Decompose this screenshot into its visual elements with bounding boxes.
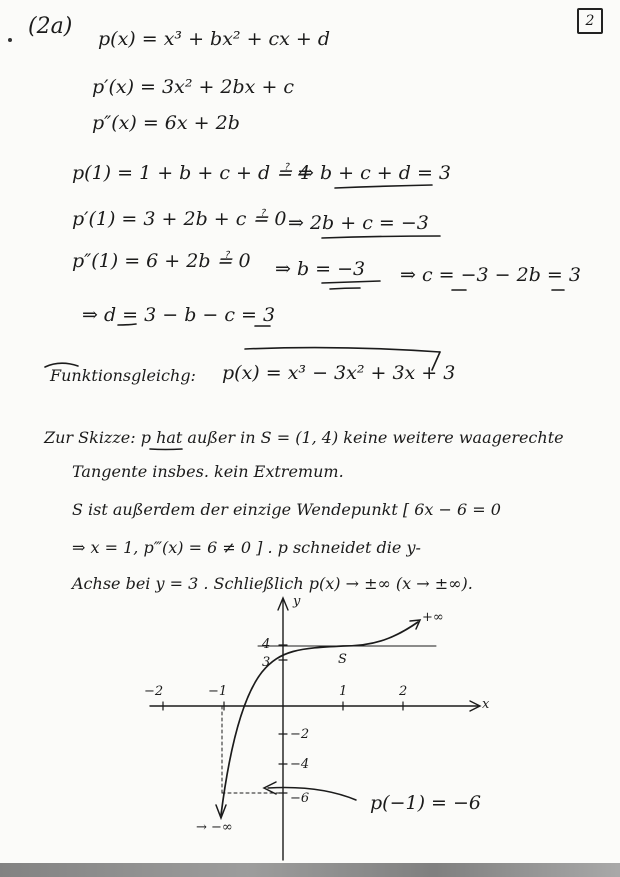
condition-1-rhs: ⇒ b + c + d = 3 <box>298 162 452 184</box>
polynomial-definition: p(x) = x³ + bx² + cx + d <box>98 28 331 50</box>
x-tick-label-2: 2 <box>399 684 408 699</box>
y-tick-label-neg4: −4 <box>290 757 310 772</box>
x-tick-label-neg2: −2 <box>144 684 164 699</box>
condition-3-mid: ⇒ b = −3 <box>275 258 366 280</box>
plus-infinity-label: +∞ <box>422 610 444 625</box>
function-label: Funktionsgleichg: <box>50 366 196 385</box>
condition-2-lhs: p′(1) = 3 + 2b + c ≟ 0 <box>72 208 287 230</box>
function-curve <box>221 622 418 815</box>
d-result: ⇒ d = 3 − b − c = 3 <box>82 304 276 326</box>
sketch-line-1: Zur Skizze: p hat außer in S = (1, 4) keine weitere waagerechte <box>44 428 564 447</box>
function-result: p(x) = x³ − 3x² + 3x + 3 <box>222 362 456 384</box>
y-tick-label-3: 3 <box>262 655 271 670</box>
condition-3-rhs: ⇒ c = −3 − 2b = 3 <box>400 264 581 286</box>
sketch-line-3: S ist außerdem der einzige Wendepunkt [ 6x − 6 = 0 <box>72 500 501 519</box>
y-tick-label-4: 4 <box>262 637 271 652</box>
page-number: 2 <box>577 8 603 34</box>
x-axis-label: x <box>482 697 490 712</box>
sketch-line-5: Achse bei y = 3 . Schließlich p(x) → ±∞ (x → ±∞). <box>72 574 473 593</box>
y-tick-label-neg6: −6 <box>290 791 310 806</box>
condition-3-lhs: p″(1) = 6 + 2b ≟ 0 <box>72 250 251 272</box>
point-s-label: S <box>338 652 347 667</box>
y-axis-label: y <box>293 594 301 609</box>
x-tick-label-neg1: −1 <box>208 684 228 699</box>
sketch-line-4: ⇒ x = 1, p‴(x) = 6 ≠ 0 ] . p schneidet die y- <box>72 538 421 557</box>
first-derivative: p′(x) = 3x² + 2bx + c <box>92 76 295 98</box>
condition-1-lhs: p(1) = 1 + b + c + d ≟ 4 <box>72 162 311 184</box>
section-label: (2a) <box>28 14 73 39</box>
x-tick-label-1: 1 <box>339 684 348 699</box>
scan-edge <box>0 863 620 877</box>
minus-infinity-label: → −∞ <box>196 820 233 835</box>
sketch-line-2: Tangente insbes. kein Extremum. <box>72 462 344 481</box>
annotation-arrow <box>268 788 356 801</box>
second-derivative: p″(x) = 6x + 2b <box>92 112 240 134</box>
y-tick-label-neg2: −2 <box>290 727 310 742</box>
annotation-p-neg1: p(−1) = −6 <box>370 792 482 814</box>
condition-2-rhs: ⇒ 2b + c = −3 <box>288 212 429 234</box>
